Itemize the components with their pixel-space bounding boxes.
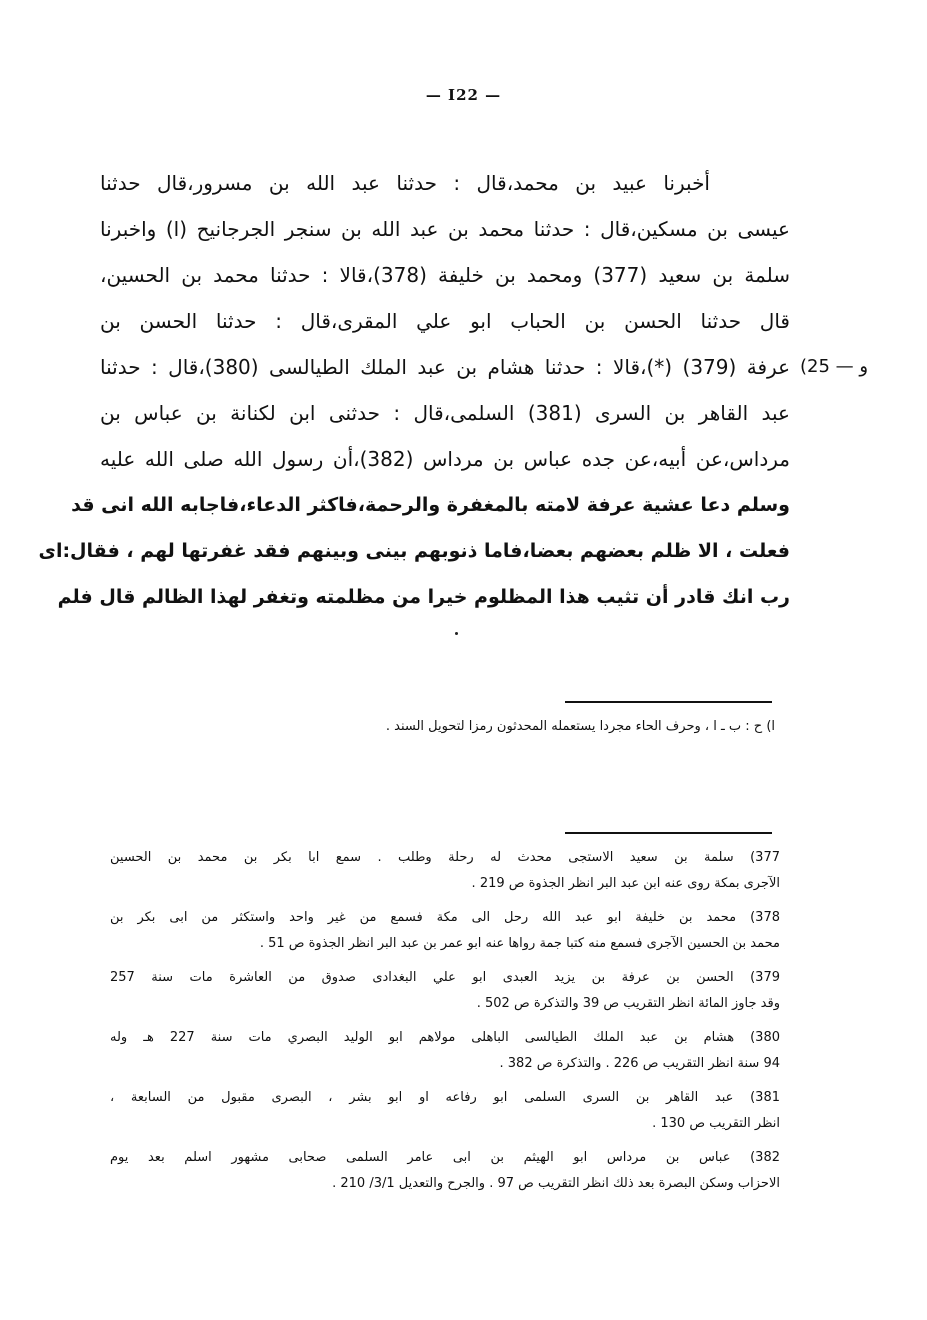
note-line: 382) عباس بن مرداس ابو الهيثم بن ابى عامر السلمى صحابى مشهور اسلم بعد يوم	[110, 1150, 780, 1165]
note-line: 380) هشام بن عبد الملك الطيالسى الباهلى مولاهم ابو الوليد البصري مات سنة 227 هـ وله	[110, 1030, 780, 1045]
stray-dot	[455, 632, 458, 635]
main-line: عيسى بن مسكين،قال : حدثنا محمد بن عبد الله بن سنجر الجرجانيح (ا) واخبرنا	[100, 217, 790, 241]
main-text	[38, 160, 791, 620]
note-line: 381) عبد القاهر بن السرى السلمى ابو رفاعه او ابو بشر ، البصرى مقبول من السابعة ،	[110, 1090, 780, 1105]
main-line: أخبرنا عبيد بن محمد،قال : حدثنا عبد الله بن مسرور،قال حدثنا	[100, 171, 710, 195]
main-line: مرداس،عن أبيه،عن جده عباس بن مرداس (382)،أن رسول الله صلى الله عليه	[100, 447, 790, 471]
note-line: محمد بن الحسين الآجرى فسمع منه كتبا جمة رواها عنه ابو عمر بن عبد البر انظر الجذوة ص 51 .	[259, 936, 780, 951]
note-line: انظر التقريب ص 130 .	[652, 1116, 780, 1131]
note-line: 377) سلمة بن سعيد الاستجى محدث له رحلة وطلب . سمع ابا بكر بن محمد بن الحسين	[110, 850, 780, 865]
main-line: عبد القاهر بن السرى (381) السلمى،قال : حدثنى ابن لكنانة بن عباس بن	[100, 401, 790, 425]
footnote-divider	[565, 701, 772, 703]
note-381	[110, 1085, 780, 1137]
note-line: 378) محمد بن خليفة ابو عبد الله رحل الى مكة فسمع من غير واحد واستكثر من ابى بكر بن	[110, 910, 780, 925]
note-line: وقد جاوز المائة انظر التقريب ص 39 والتذكرة ص 502 .	[476, 996, 780, 1011]
footnote: ا) ح : ب ـ ا ، وحرف الحاء مجردا يستعمله المحدثون رمزا لتحويل السند .	[385, 719, 775, 734]
note-line: الاحزاب وسكن البصرة بعد ذلك انظر التقريب ص 97 . والجرح والتعديل 3/1/ 210 .	[332, 1176, 780, 1191]
note-377	[110, 845, 780, 897]
note-line: 379) الحسن بن عرفة بن يزيد العبدى ابو علي البغدادى صدوق من العاشرة مات سنة 257	[110, 970, 780, 985]
biographical-notes	[110, 845, 780, 1205]
margin-note: (25 — و	[800, 356, 869, 377]
page-number: — I22 —	[425, 86, 502, 104]
note-380	[110, 1025, 780, 1077]
note-379	[110, 965, 780, 1017]
note-line: 94 سنة انظر التقريب ص 226 . والتذكرة ص 382 .	[499, 1056, 780, 1071]
notes-divider	[565, 832, 772, 834]
note-line: الآجرى بمكة روى عنه ابن عبد البر انظر الجذوة ص 219 .	[471, 876, 780, 891]
main-line: فعلت ، الا ظلم بعضهم بعضا،فاما ذنوبهم بينى وبينهم فقد غفرتها لهم ، فقال:اى	[38, 540, 790, 562]
note-378	[110, 905, 780, 957]
main-line: وسلم دعا عشية عرفة لامته بالمغفرة والرحمة،فاكثر الدعاء،فاجابه الله انى قد	[71, 494, 790, 516]
main-line: رب انك قادر أن تثيب هذا المظلوم خيرا من مظلمته وتغفر لهذا الظالم قال فلم	[57, 586, 790, 608]
main-line: قال حدثنا الحسن بن الحباب ابو علي المقرى،قال : حدثنا الحسن بن	[100, 309, 790, 333]
main-line: عرفة (379) (*)،قالا : حدثنا هشام بن عبد الملك الطيالسى (380)،قال : حدثنا	[100, 355, 791, 379]
main-line: سلمة بن سعيد (377) ومحمد بن خليفة (378)،قالا : حدثنا محمد بن الحسين،	[100, 263, 790, 287]
note-382	[110, 1145, 780, 1197]
